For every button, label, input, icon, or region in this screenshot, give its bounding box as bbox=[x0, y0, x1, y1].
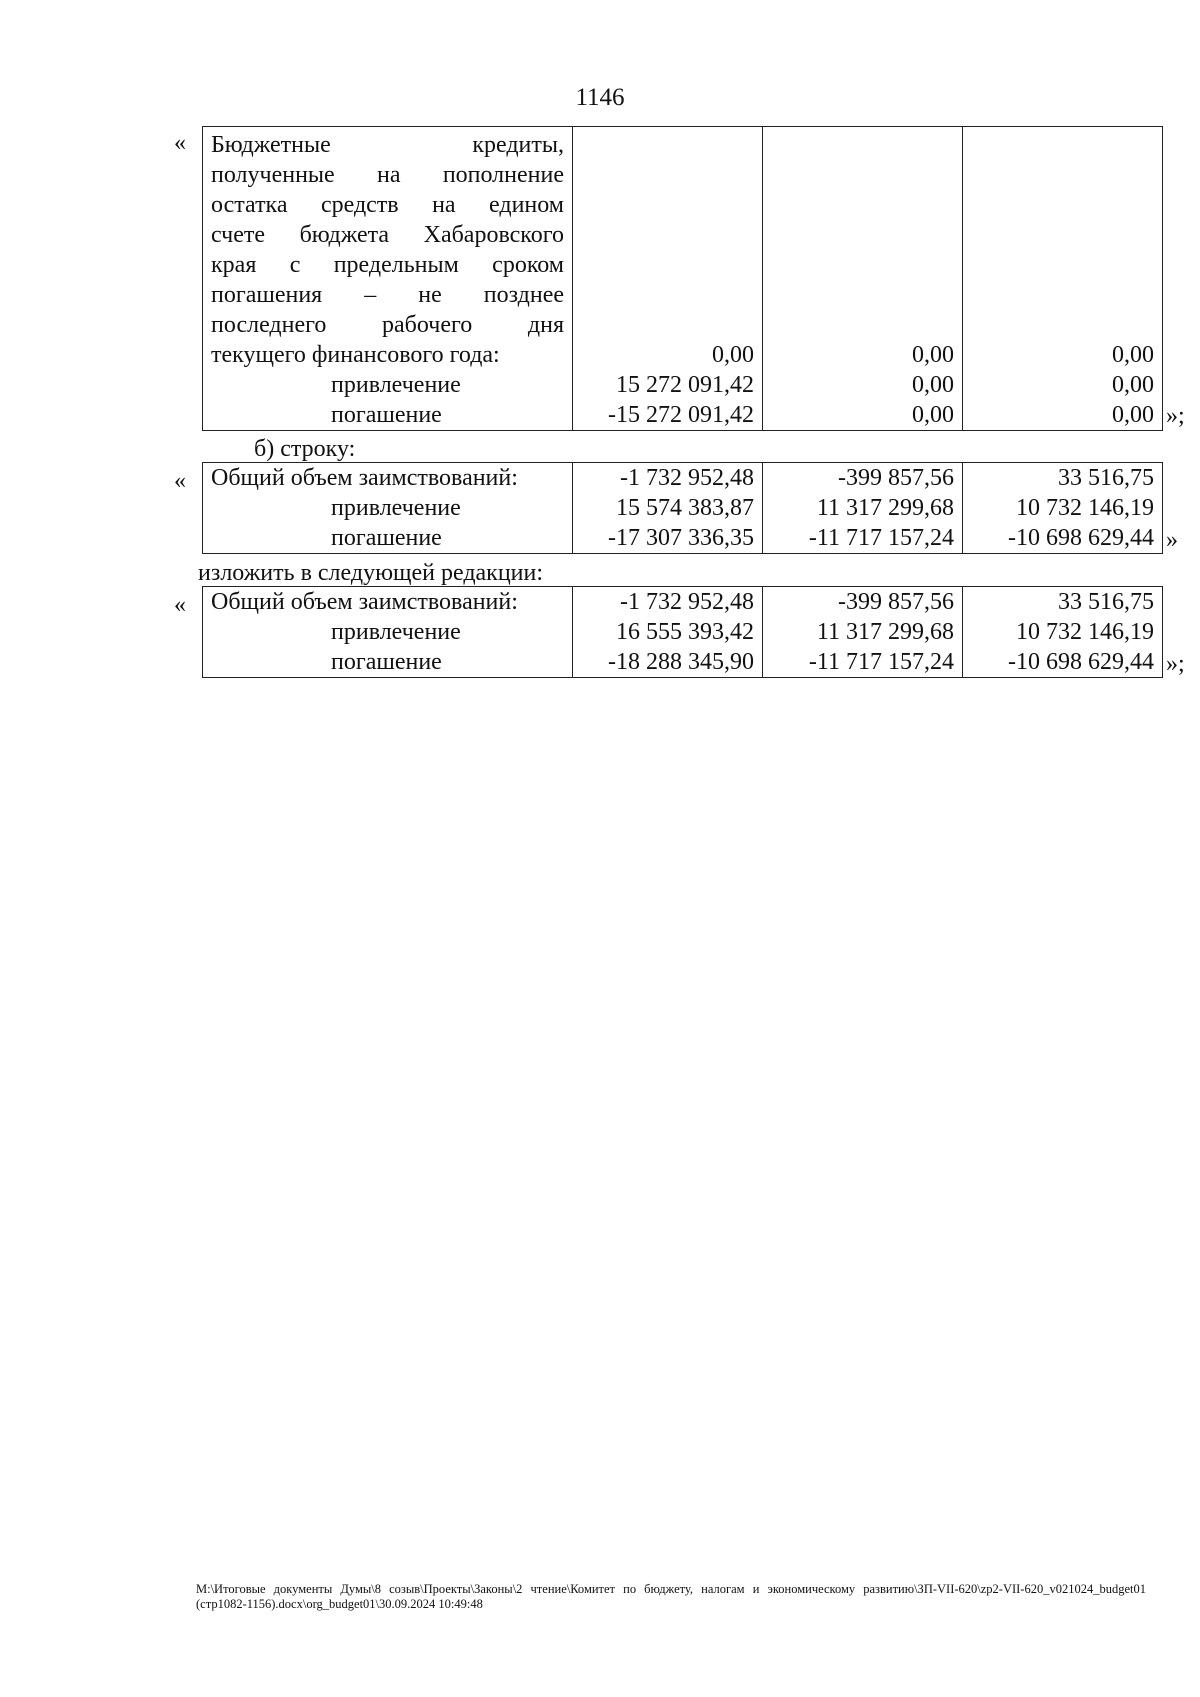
value-borrowing: 11 317 299,68 bbox=[816, 495, 954, 521]
value-total: -1 732 952,48 bbox=[620, 465, 754, 491]
value-total: 0,00 bbox=[912, 342, 954, 368]
label-line: погашения – не позднее bbox=[211, 282, 564, 308]
open-quote: « bbox=[174, 592, 186, 618]
value-total: -1 732 952,48 bbox=[620, 589, 754, 615]
table-cell-label bbox=[203, 587, 573, 678]
row-label-repayment: погашение bbox=[331, 402, 442, 428]
table-cell-value bbox=[763, 127, 963, 431]
value-repayment: -18 288 345,90 bbox=[608, 649, 754, 675]
value-repayment: 0,00 bbox=[1112, 402, 1154, 428]
borrowings-table-current bbox=[202, 462, 1163, 554]
label-line: счете бюджета Хабаровского bbox=[211, 222, 564, 248]
row-label-total: Общий объем заимствований: bbox=[211, 465, 518, 491]
value-repayment: -10 698 629,44 bbox=[1008, 649, 1154, 675]
table-cell-value bbox=[763, 587, 963, 678]
value-repayment: -11 717 157,24 bbox=[808, 649, 954, 675]
table-cell-label bbox=[203, 127, 573, 431]
row-label-repayment: погашение bbox=[331, 525, 442, 551]
table-row bbox=[203, 463, 1163, 554]
caption-new-wording: изложить в следующей редакции: bbox=[198, 560, 544, 586]
table-cell-value bbox=[573, 463, 763, 554]
value-borrowing: 11 317 299,68 bbox=[816, 619, 954, 645]
value-borrowing: 0,00 bbox=[912, 372, 954, 398]
value-repayment: -11 717 157,24 bbox=[808, 525, 954, 551]
value-total: -399 857,56 bbox=[838, 589, 954, 615]
table-cell-value bbox=[963, 587, 1163, 678]
close-quote: » bbox=[1166, 527, 1178, 553]
borrowings-table-new bbox=[202, 586, 1163, 678]
value-borrowing: 16 555 393,42 bbox=[616, 619, 754, 645]
table-cell-value bbox=[573, 587, 763, 678]
table-row bbox=[203, 127, 1163, 431]
value-total: 33 516,75 bbox=[1058, 589, 1154, 615]
row-label-borrowing: привлечение bbox=[331, 372, 461, 398]
label-line: текущего финансового года: bbox=[211, 342, 500, 368]
label-line: полученные на пополнение bbox=[211, 162, 564, 188]
table-cell-value bbox=[763, 463, 963, 554]
label-line: Бюджетные кредиты, bbox=[211, 132, 564, 158]
value-borrowing: 15 272 091,42 bbox=[616, 372, 754, 398]
close-quote: »; bbox=[1166, 403, 1185, 429]
value-total: 0,00 bbox=[712, 342, 754, 368]
footer-file-path: M:\Итоговые документы Думы\8 созыв\Проекты\Законы\2 чтение\Комитет по бюджету, налогам и экономическому развитию\ЗП-VII-620\zp2-VII-620_v021024_budget01 (стр1082-1156).docx\org_budget01\30.09.2024 10:49:48 bbox=[196, 1582, 1146, 1611]
value-total: 0,00 bbox=[1112, 342, 1154, 368]
value-repayment: -15 272 091,42 bbox=[608, 402, 754, 428]
label-line: края с предельным сроком bbox=[211, 252, 564, 278]
value-repayment: 0,00 bbox=[912, 402, 954, 428]
value-borrowing: 15 574 383,87 bbox=[616, 495, 754, 521]
row-label-borrowing: привлечение bbox=[331, 619, 461, 645]
value-borrowing: 10 732 146,19 bbox=[1016, 495, 1154, 521]
table-cell-value bbox=[963, 127, 1163, 431]
row-label-borrowing: привлечение bbox=[331, 495, 461, 521]
open-quote: « bbox=[174, 130, 186, 156]
table-cell-value bbox=[573, 127, 763, 431]
caption-b: б) строку: bbox=[254, 436, 356, 462]
value-repayment: -17 307 336,35 bbox=[608, 525, 754, 551]
budget-credits-table bbox=[202, 126, 1163, 431]
page-number: 1146 bbox=[575, 84, 625, 111]
table-row bbox=[203, 587, 1163, 678]
value-borrowing: 10 732 146,19 bbox=[1016, 619, 1154, 645]
open-quote: « bbox=[174, 468, 186, 494]
value-borrowing: 0,00 bbox=[1112, 372, 1154, 398]
row-label-repayment: погашение bbox=[331, 649, 442, 675]
label-line: последнего рабочего дня bbox=[211, 312, 564, 338]
table-cell-value bbox=[963, 463, 1163, 554]
value-repayment: -10 698 629,44 bbox=[1008, 525, 1154, 551]
table-cell-label bbox=[203, 463, 573, 554]
value-total: 33 516,75 bbox=[1058, 465, 1154, 491]
close-quote: »; bbox=[1166, 651, 1185, 677]
label-line: остатка средств на едином bbox=[211, 192, 564, 218]
row-label-total: Общий объем заимствований: bbox=[211, 589, 518, 615]
value-total: -399 857,56 bbox=[838, 465, 954, 491]
